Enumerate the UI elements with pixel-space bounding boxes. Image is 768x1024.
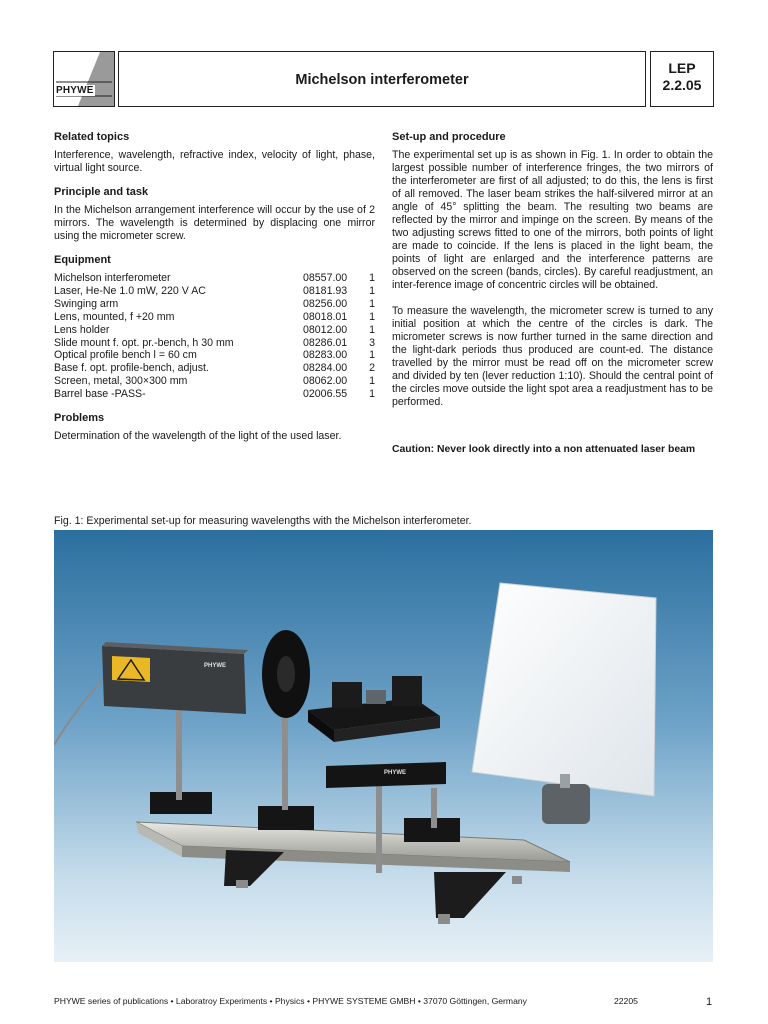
equipment-number: 08283.00 [303,349,348,362]
equipment-row [54,298,375,311]
equipment-number: 08181.93 [303,284,348,297]
setup-heading: Set-up and procedure [392,131,506,143]
equipment-number: 08012.00 [303,323,348,336]
laser-brand-label: PHYWE [204,663,227,669]
equipment-row [54,337,375,350]
equipment-qty: 1 [369,272,375,284]
principle-section [54,185,375,243]
equipment-name: Laser, He-Ne 1.0 mW, 220 V AC [54,284,206,297]
equipment-row [54,311,375,324]
bench-brand-label: PHYWE [384,770,407,776]
equipment-name: Lens holder [54,323,110,336]
equipment-number: 08256.00 [303,297,348,310]
figure-caption: Fig. 1: Experimental set-up for measuring wavelengths with the Michelson interferometer. [54,515,472,527]
lep-label: LEP [668,60,696,76]
equipment-row [54,272,375,285]
related-topics-text: Interference, wavelength, refractive index, velocity of light, phase, virtual light source. [54,149,375,174]
equipment-name: Lens, mounted, f +20 mm [54,310,175,323]
principle-heading: Principle and task [54,186,149,198]
problems-heading: Problems [54,412,105,425]
left-column [54,130,375,453]
footer-text: PHYWE series of publications • Laboratroy Experiments • Physics • PHYWE SYSTEME GMBH • 37070 Göttingen, Germany [54,996,527,1006]
equipment-heading: Equipment [54,254,111,266]
footer-code: 22205 [614,996,638,1006]
equipment-row [54,362,375,375]
equipment-table [54,272,375,401]
principle-text: In the Michelson arrangement interference will occur by the use of 2 mirrors. The wavelength is determined by displacing one mirror using the micrometer screw. [54,204,375,242]
equipment-number: 08286.01 [303,336,348,349]
equipment-name: Barrel base -PASS- [54,388,146,401]
equipment-qty: 1 [369,388,375,401]
equipment-number: 08018.01 [303,310,348,323]
equipment-number: 02006.55 [303,388,348,401]
related-topics-section [54,130,375,175]
page-number: 1 [706,996,713,1008]
equipment-number: 08284.00 [303,362,348,375]
logo-wordmark: PHYWE [56,85,94,96]
phywe-logo-graphic [54,52,114,106]
caution-note: Caution: Never look directly into a non attenuated laser beam [392,444,696,455]
equipment-name: Slide mount f. opt. pr.-bench, h 30 mm [54,336,234,349]
lep-box [650,51,714,107]
equipment-qty: 1 [369,284,375,297]
equipment-name: Michelson interferometer [54,272,171,284]
setup-paragraph-1: The experimental set up is as shown in Fig. 1. In order to obtain the largest possible number of interference fringes, the two mirrors of the interferometer are first of all adjusted; to do this, the lens is first of all removed. The laser beam strikes the half-silvered mirror at an angle of 45° splitting the beam. The resulting two beams are reflected by the mirror and impinge on the screen. By means of the two adjusting screws fitted to one of the mirrors, both points of light are made to coincide. If the lens is placed in the light beam, the points of light are enlarged and the interference patterns are observed on the screen (bands, circles). By careful readjustment, an inter-ference image of concentric circles will be obtained. [392,149,713,291]
equipment-row [54,388,375,401]
related-topics-heading: Related topics [54,131,130,143]
equipment-qty: 1 [369,297,375,310]
equipment-name: Screen, metal, 300×300 mm [54,375,188,388]
equipment-row [54,324,375,337]
equipment-name: Base f. opt. profile-bench, adjust. [54,362,209,375]
title-box [118,51,646,107]
phywe-logo [53,51,115,107]
equipment-row [54,375,375,388]
equipment-qty: 1 [369,310,375,323]
equipment-qty: 1 [369,349,375,362]
equipment-number: 08557.00 [303,272,348,284]
lep-number: 2.2.05 [662,77,702,93]
figure-photo [54,530,713,962]
equipment-number: 08062.00 [303,375,348,388]
setup-paragraph-2: To measure the wavelength, the micrometer screw is turned to any initial position at which the centre of the circles is dark. The micrometer screws is now further turned in the same direction and the light-dark periods thus produced are count-ed. The distance travelled by the mirror must be read off on the micrometer screw and divided by ten (lever reduction 1:10). Should the central point of the circles move outside the light spot area a readjustment has to be performed. [392,305,713,408]
michelson-setup-illustration [54,530,713,962]
page-title: Michelson interferometer [295,72,469,88]
equipment-qty: 3 [369,336,375,349]
equipment-row [54,285,375,298]
equipment-qty: 2 [369,362,375,375]
equipment-qty: 1 [369,323,375,336]
equipment-name: Swinging arm [54,297,119,310]
equipment-qty: 1 [369,375,375,388]
problems-section [54,411,375,443]
equipment-row [54,349,375,362]
problems-text: Determination of the wavelength of the light of the used laser. [54,430,342,443]
right-column [392,130,713,456]
equipment-section [54,253,375,401]
equipment-name: Optical profile bench l = 60 cm [54,349,197,362]
